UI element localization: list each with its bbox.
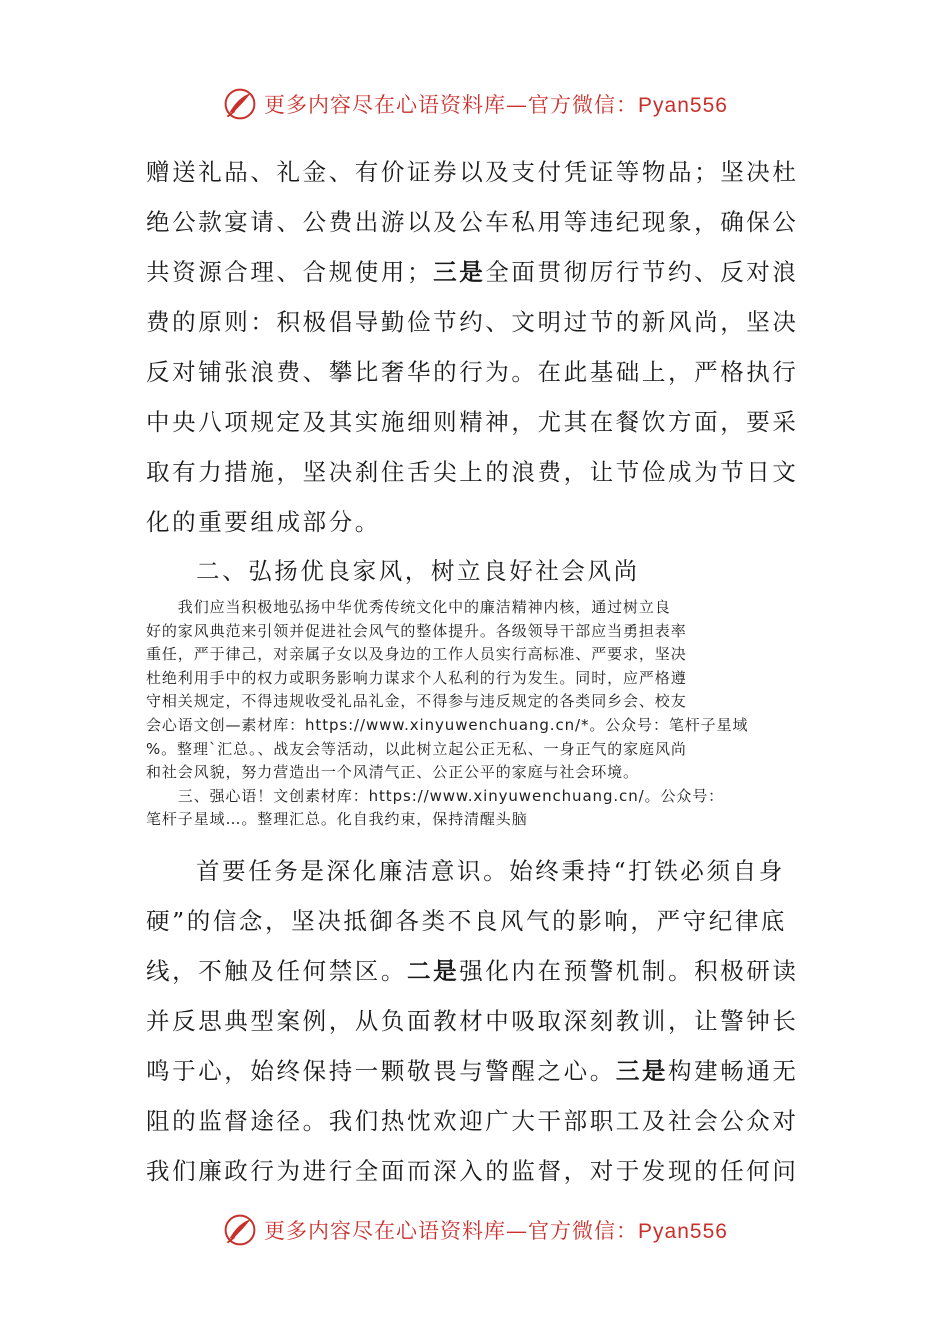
- small-text-line: 和社会风貌，努力营造出一个风清气正、公正公平的家庭与社会环境。: [146, 763, 639, 782]
- section2-heading: 二、弘扬优良家风，树立良好社会风尚: [196, 557, 640, 585]
- text-segment: 绝公款宴请、公费出游以及公车私用等违纪现象，确保公: [146, 208, 799, 236]
- text-line: [146, 197, 810, 247]
- text-line: [146, 447, 810, 497]
- small-text-line: 重任，严于律己，对亲属子女以及身边的工作人员实行高标准、严要求，坚决: [146, 645, 687, 664]
- text-line: [146, 297, 810, 347]
- header-wechat-label: 官方微信：: [528, 93, 639, 117]
- small-text-line: 笔杆子星域…。整理汇总。化自我约束，保持清醒头脑: [146, 810, 528, 829]
- small-text-line: 三、强心语！文创素材库：https://www.xinyuwenchuang.cn/。公众号：: [146, 786, 725, 805]
- text-segment: 强化内在预警机制。积极研读: [459, 957, 799, 985]
- text-segment: 赠送礼品、礼金、有价证券以及支付凭证等物品；坚决杜: [146, 158, 799, 186]
- header-banner-text: [264, 89, 728, 119]
- text-line: [146, 996, 810, 1046]
- text-line: [146, 1096, 810, 1146]
- small-text-line: 好的家风典范来引领并促进社会风气的整体提升。各级领导干部应当勇担表率: [146, 621, 687, 640]
- bold-ordinal: 二是: [407, 957, 460, 985]
- footer-brand: 更多内容尽在心语资料库: [264, 1219, 507, 1243]
- header-wechat-id: Pyan556: [638, 94, 728, 117]
- small-text-line: %。整理`汇总。、战友会等活动，以此树立起公正无私、一身正气的家庭风尚: [146, 739, 687, 758]
- text-line: [146, 896, 810, 946]
- text-line: [146, 1046, 810, 1096]
- text-segment: 费的原则：积极倡导勤俭节约、文明过节的新风尚，坚决: [146, 308, 799, 336]
- text-segment: 中央八项规定及其实施细则精神，尤其在餐饮方面，要采: [146, 408, 799, 436]
- text-segment: 首要任务是深化廉洁意识。始终秉持“打铁必须自身: [196, 857, 785, 885]
- text-line: [146, 946, 810, 996]
- header-separator: —: [506, 93, 529, 117]
- text-segment: 并反思典型案例，从负面教材中吸取深刻教训，让警钟长: [146, 1007, 799, 1035]
- text-segment: 硬”的信念，坚决抵御各类不良风气的影响，严守纪律底: [146, 907, 788, 935]
- text-line: [146, 497, 810, 547]
- text-segment: 取有力措施，坚决刹住舌尖上的浪费，让节俭成为节日文: [146, 458, 799, 486]
- footer-watermark-banner: [0, 1208, 950, 1252]
- text-line: [146, 397, 810, 447]
- text-line: [196, 846, 860, 896]
- text-line: [146, 1146, 810, 1196]
- text-line: [146, 147, 810, 197]
- text-segment: 全面贯彻厉行节约、反对浪: [485, 258, 799, 286]
- footer-wechat-label: 官方微信：: [528, 1219, 639, 1243]
- text-segment: 反对铺张浪费、攀比奢华的行为。在此基础上，严格执行: [146, 358, 799, 386]
- text-segment: 线，不触及任何禁区。: [146, 957, 407, 985]
- bold-ordinal: 三是: [433, 258, 486, 286]
- header-watermark-banner: [0, 82, 950, 126]
- text-segment: 化的重要组成部分。: [146, 508, 381, 536]
- footer-wechat-id: Pyan556: [638, 1220, 728, 1243]
- small-text-line: 会心语文创—素材库：https://www.xinyuwenchuang.cn/*。公众号：笔杆子星域: [146, 716, 749, 734]
- small-text-line: 杜绝利用手中的权力或职务影响力谋求个人私利的行为发生。同时，应严格遵: [146, 668, 687, 687]
- text-line: [146, 347, 810, 397]
- text-segment: 共资源合理、合规使用；: [146, 258, 434, 286]
- text-segment: 阻的监督途径。我们热忱欢迎广大干部职工及社会公众对: [146, 1107, 799, 1135]
- footer-separator: —: [506, 1219, 529, 1243]
- pen-logo-icon: [222, 86, 258, 122]
- pen-logo-icon: [222, 1212, 258, 1248]
- text-segment: 鸣于心，始终保持一颗敬畏与警醒之心。: [146, 1057, 616, 1085]
- bold-ordinal: 三是: [615, 1057, 669, 1085]
- small-text-line: 我们应当积极地弘扬中华优秀传统文化中的廉洁精神内核，通过树立良: [146, 598, 671, 616]
- footer-banner-text: [264, 1215, 728, 1245]
- header-brand: 更多内容尽在心语资料库: [264, 93, 507, 117]
- text-segment: 构建畅通无: [668, 1057, 799, 1085]
- small-text-line: 守相关规定，不得违规收受礼品礼金，不得参与违反规定的各类同乡会、校友: [146, 692, 687, 711]
- text-line: [146, 247, 810, 297]
- text-segment: 我们廉政行为进行全面而深入的监督，对于发现的任何问: [146, 1157, 799, 1185]
